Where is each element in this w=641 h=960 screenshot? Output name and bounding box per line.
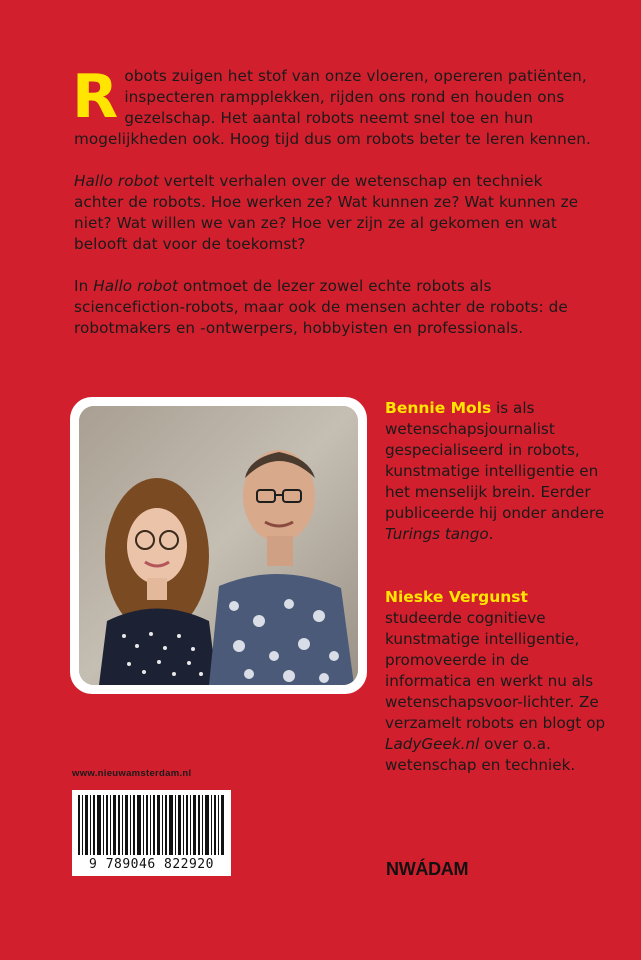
book-title: Hallo robot — [93, 277, 179, 295]
author-bio-text: studeerde cognitieve kunstmatige intelligentie, promoveerde in de informatica en werkt nu als wetenschapsvoor-lichter. Ze verzamelt robots en blogt op — [385, 609, 606, 732]
author-photo — [70, 397, 367, 694]
author-bio-1 — [385, 398, 615, 545]
book-title: Hallo robot — [74, 172, 159, 190]
isbn-number: 9 789046 822920 — [89, 857, 214, 872]
isbn-barcode — [72, 790, 231, 876]
blurb-text-3b: ontmoet de lezer zowel echte robots als sciencefiction-robots, maar ook de mensen achter de robots: de robotmakers en -ontwerpers, hobbyisten en professionals. — [74, 277, 568, 337]
blurb-paragraph-3 — [74, 276, 594, 339]
bio-end: over o.a. wetenschap en techniek. — [385, 735, 576, 774]
previous-book-title: Turings tango — [385, 525, 489, 543]
author-bio-2 — [385, 587, 615, 776]
blurb-paragraph-2 — [74, 171, 594, 255]
author-bio-text: is als wetenschapsjournalist gespecialiseerd in robots, kunstmatige intelligentie en het menselijk brein. Eerder publiceerde hij onder andere — [385, 399, 605, 522]
blurb — [72, 62, 594, 360]
author-name: Nieske Vergunst — [385, 588, 528, 606]
blurb-text-3a: In — [74, 277, 94, 295]
barcode-icon — [78, 795, 225, 855]
drop-cap: R — [72, 62, 119, 132]
author-name: Bennie Mols — [385, 399, 492, 417]
publisher-logo: NWÁDAM — [386, 859, 469, 879]
blurb-paragraph-1 — [72, 62, 594, 150]
blurb-text-2: vertelt verhalen over de wetenschap en techniek achter de robots. Hoe werken ze? Wat kunnen ze? Wat kunnen ze niet? Wat willen we van ze? Hoe ver zijn ze al gekomen en wat belooft dat voor de toekomst? — [74, 172, 579, 253]
blurb-text-1: obots zuigen het stof van onze vloeren, opereren patiënten, inspecteren rampplekken, rijden ons rond en houden ons gezelschap. Het aantal robots neemt snel toe en hun mogelijkheden ook. Hoog tijd dus om robots beter te leren kennen. — [74, 67, 591, 148]
bio-end: . — [488, 525, 494, 543]
blog-site: LadyGeek.nl — [385, 735, 480, 753]
publisher-website: www.nieuwamsterdam.nl — [72, 768, 192, 779]
authors-portrait-image — [79, 406, 358, 685]
